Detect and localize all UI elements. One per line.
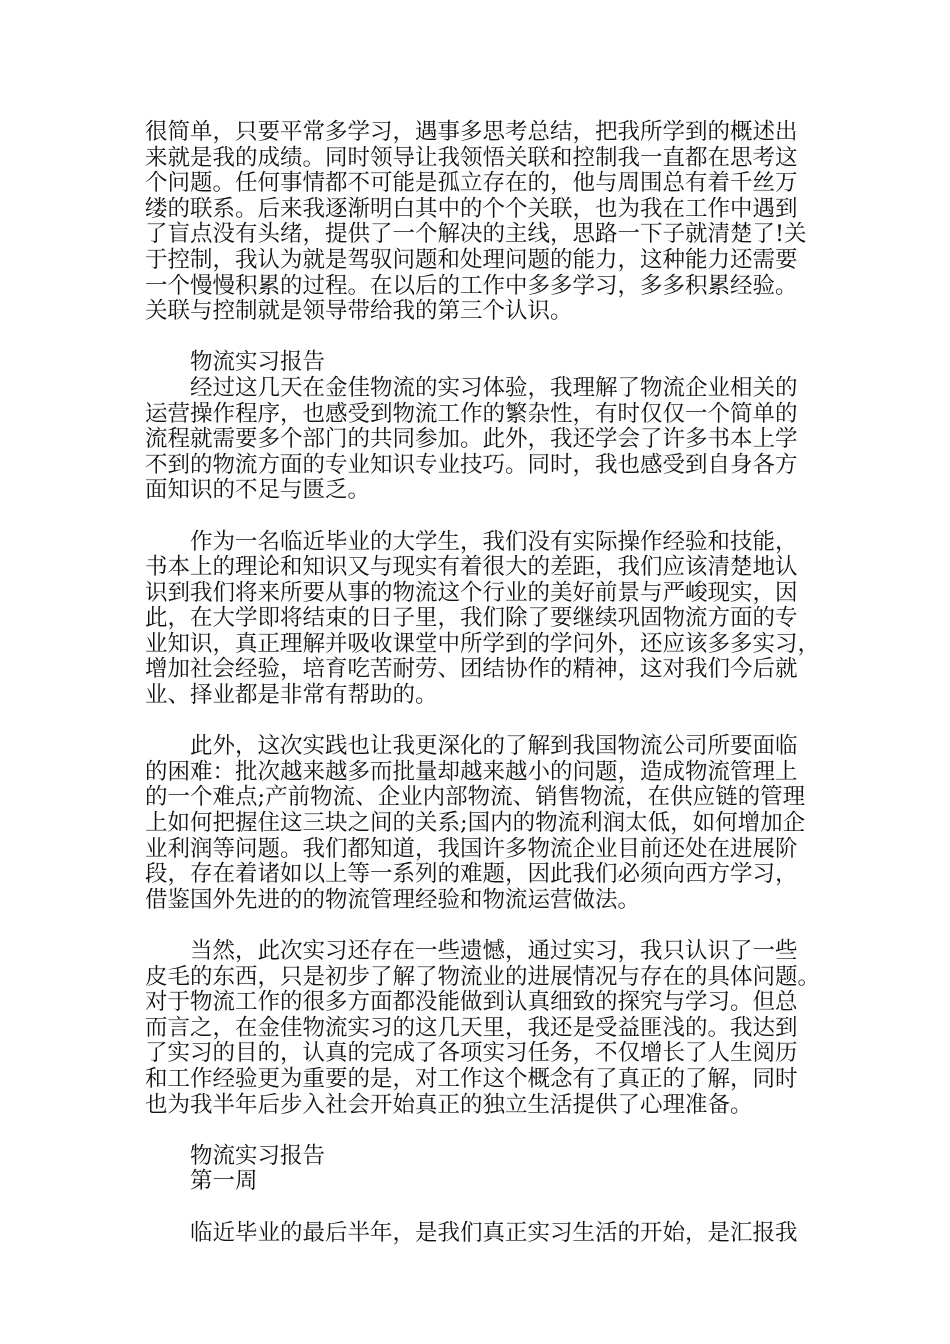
- paragraph-spacer: [145, 325, 825, 351]
- paragraph-spacer: [145, 1195, 825, 1221]
- paragraph-3: 作为一名临近毕业的大学生，我们没有实际操作经验和技能， 书本上的理论和知识又与现实有着很大的差距，我们应该清楚地认 识到我们将来所要从事的物流这个行业的美好前景与严峻现实，因 此，在大学即将结束的日子里，我们除了要继续巩固物流方面的专 业知识，真正理解并吸收课堂中所学到的学问外，还应该多多实习， 增加社会经验，培育吃苦耐劳、团结协作的精神，这对我们今后就 业、择业都是非常有帮助的。: [145, 528, 821, 709]
- paragraph-5: 当然，此次实习还存在一些遗憾，通过实习，我只认识了一些 皮毛的东西，只是初步了解了物流业的进展情况与存在的具体问题。 对于物流工作的很多方面都没能做到认真细致的探究与学习。但总 而言之，在金佳物流实习的这几天里，我还是受益匪浅的。我达到 了实习的目的，认真的完成了各项实习任务，不仅增长了人生阅历 和工作经验更为重要的是，对工作这个概念有了真正的了解，同时 也为我半年后步入社会开始真正的独立生活提供了心理准备。: [145, 938, 821, 1118]
- paragraph-4: 此外，这次实践也让我更深化的了解到我国物流公司所要面临 的困难：批次越来越多而批量却越来越小的问题，造成物流管理上 的一个难点;产前物流、企业内部物流、销售物流，在供应链的管理 上如何把握住这三块之间的关系;国内的物流利润太低，如何增加企 业利润等问题。我们都知道，我国许多物流企业目前还处在进展阶 段，存在着诸如以上等一系列的难题，因此我们必须向西方学习， 借鉴国外先进的的物流管理经验和物流运营做法。: [145, 733, 806, 913]
- paragraph-spacer: [145, 504, 825, 530]
- document-body: [145, 120, 825, 1246]
- paragraph-2: 物流实习报告 经过这几天在金佳物流的实习体验，我理解了物流企业相关的 运营操作程序，也感受到物流工作的繁杂性，有时仅仅一个简单的 流程就需要多个部门的共同参加。此外，我还学会了许多书本上学 不到的物流方面的专业知识专业技巧。同时，我也感受到自身各方 面知识的不足与匮乏。: [145, 349, 798, 504]
- paragraph-spacer: [145, 709, 825, 735]
- paragraph-spacer: [145, 1118, 825, 1144]
- paragraph-spacer: [145, 913, 825, 939]
- paragraph-7: 临近毕业的最后半年，是我们真正实习生活的开始，是汇报我: [145, 1219, 798, 1246]
- paragraph-6: 物流实习报告 第一周: [190, 1142, 326, 1195]
- paragraph-1: 很简单，只要平常多学习，遇事多思考总结，把我所学到的概述出 来就是我的成绩。同时领导让我领悟关联和控制我一直都在思考这 个问题。任何事情都不可能是孤立存在的，他与周围总有着千丝万 缕的联系。后来我逐渐明白其中的个个关联，也为我在工作中遇到 了盲点没有头绪，提供了一个解决的主线，思路一下子就清楚了!关 于控制，我认为就是驾驭问题和处理问题的能力，这种能力还需要 一个慢慢积累的过程。在以后的工作中多多学习，多多积累经验。 关联与控制就是领导带给我的第三个认识。: [145, 119, 807, 325]
